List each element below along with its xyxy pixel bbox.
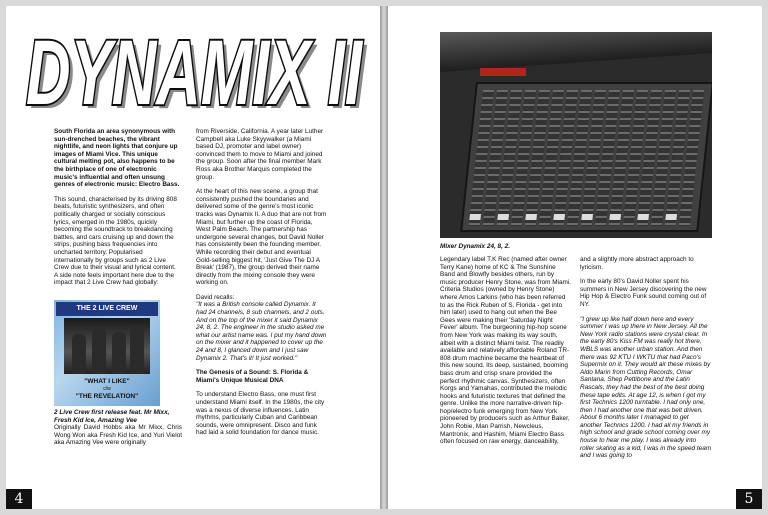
recalls-label: David recalls:	[196, 293, 235, 301]
intro-paragraph: South Florida an area synonymous with sun-drenched beaches, the vibrant nightlife, and neon lights that conjure up images of Miami Vice. This unique cultural melting pot, also happens to be the birthplace of one of electronic music's influential and often unsung genres of electronic music: Electro Bass.	[54, 128, 180, 189]
body-paragraph: from Riverside, California. A year later Luther Campbell aka Luke Skyywalker (a Miami based DJ, promoter and label owner) convinced them to move to Miami and joined the group. Soon after the final member Mark Ross aka Brother Marquis completed the group.	[196, 128, 324, 181]
headline-logo	[24, 30, 369, 118]
pull-quote: "It was a British console called Dynamix. It had 24 channels, 8 sub channels, and 2 outs. And on the top of the mixer it said Dynamix 24, 8, 2. The engineer in the studio asked me what our artist name was. I put my hand down on the mixer and it happened to cover up the 24 and 8, I glanced down and I just saw Dynamix 2. That's it! It just worked."	[196, 301, 327, 362]
body-paragraph: Originally David Hobbs aka Mr Mixx, Chris Wong Won aka Fresh Kid Ice, and Yuri Vielot aka Amazing Vee were originally	[54, 424, 182, 447]
pull-quote: "I grew up like half down here and every summer I was up there in New Jersey. All the New York radio stations were crystal clear. In the early 80's Kiss FM was really hot there, WBLS was another urban station. And then there was 92 KTU I WKTU that had Paco's Supermix on it. They would air these mixes by Aldo Marin from Cutting Records, Omar Santana, Shep Pettibone and the Latin Rascals, they had the best of the best doing these tape edits. At age 12, is when I got my first Technics 1200 turntable. I had only one, then I had another one that was belt driven. About 6 months later I managed to get another Technics 1200. I had all my friends in high school and grade school coming over my house to hear me play. I was already into roller skating as a kid, I was in the speed team and I was going to	[580, 315, 712, 460]
headline-title: DYNAMIX II	[26, 30, 364, 118]
album-photo	[64, 318, 150, 374]
right-page	[388, 6, 762, 509]
spine	[380, 6, 388, 509]
album-cover-image	[54, 300, 160, 406]
left-column-2	[196, 128, 328, 488]
album-title: "WHAT I LIKE"	[84, 378, 130, 385]
mixer-photo	[440, 32, 712, 238]
mixer-caption: Mixer Dynamix 24, 8, 2.	[440, 243, 510, 250]
body-paragraph: At the heart of this new scene, a group that consistently pushed the boundaries and delivered some of the genre's most iconic tracks was Dynamix II. A duo that are not from Miami, but further up the coast of Florida, West Palm Beach. The partnership has undergone several changes, but David Noller has consistently been the founding member. While recording their debut and eventual Gold-selling biggest hit, 'Just Give The DJ A Break' (1987), the group derived their name directly from the mixing console they were working on.	[196, 188, 327, 287]
right-column-1	[440, 256, 572, 488]
album-band-name: THE 2 LIVE CREW	[56, 302, 158, 316]
page-number-left: 4	[6, 489, 32, 509]
left-column-1	[54, 128, 180, 298]
body-paragraph: This sound, characterised by its driving 808 beats, futuristic synthesizers, and often politically charged or socially conscious lyrics, emerged in the 1980s, quickly becoming the soundtrack to breakdancing battles, and cars cruising up and down the strips, pushing bass frequencies into uncharted territory. Popularised internationally by groups such as 2 Live Crew due to their visual and lyrical content. A side note feels important here due to the impact that 2 Live Crew had globally:	[54, 195, 177, 287]
body-paragraph: In the early 80's David Noller spent his summers in New Jersey discovering the new Hip Hop & Electro Funk sound coming out of NY.	[580, 278, 707, 308]
left-column-1-bottom	[54, 409, 182, 489]
album-cw: c/w	[103, 386, 111, 392]
page-number-right: 5	[736, 489, 762, 509]
body-paragraph: and a slightly more abstract approach to lyricism.	[580, 256, 694, 271]
album-subtitle: "THE REVELATION"	[75, 393, 139, 400]
body-paragraph: To understand Electro Bass, one must first understand Miami itself. In the 1980s, the city was a nexus of diverse influences. Latin rhythms, particularly Cuban and Caribbean sounds, were omnipresent. Disco and funk had laid a solid foundation for dance music.	[196, 391, 325, 437]
section-heading: The Genesis of a Sound: S. Florida & Miami's Unique Musical DNA	[196, 369, 309, 384]
body-paragraph: Legendary label T.K Rec (named after owner Terry Kane) home of KC & The Sunshine Band and Blowfly besides others, run by music producer Henry Stone, was from Miami. Criteria Studios (owned by Henry Stone) where Amos Larkins (who has been referred to as the Rick Ruben of S. Florida - get into him later) used to hang out when the Bee Gees were making their 'Saturday Night Fever' album. The burgeoning hip-hop scene from New York was making its way south, albeit with a distinct Miami twist. The readily available and relatively affordable Roland TR-808 drum machine became the heartbeat of this new sound. Its deep, sustained, booming bass drum and crisp snare provided the perfect rhythmic canvas. Synthesizers, often Korgs and Yamahas, contributed the melodic hooks and futuristic textures that defined the genre. Unlike the more narrative-driven hip-hop/electro funk emerging from New York pioneered by producers such as Arthur Baker, John Robie, Man Parrish, Newcleus, Mantronix, and Hashim, Miami Electro Bass often focused on raw energy, danceability,	[440, 256, 572, 446]
headline-shadow: DYNAMIX II	[30, 30, 368, 118]
left-page	[6, 6, 380, 509]
right-column-2	[580, 256, 712, 488]
album-caption: 2 Live Crew first release feat. Mr Mixx, Fresh Kid Ice, Amazing Vee	[54, 409, 170, 424]
